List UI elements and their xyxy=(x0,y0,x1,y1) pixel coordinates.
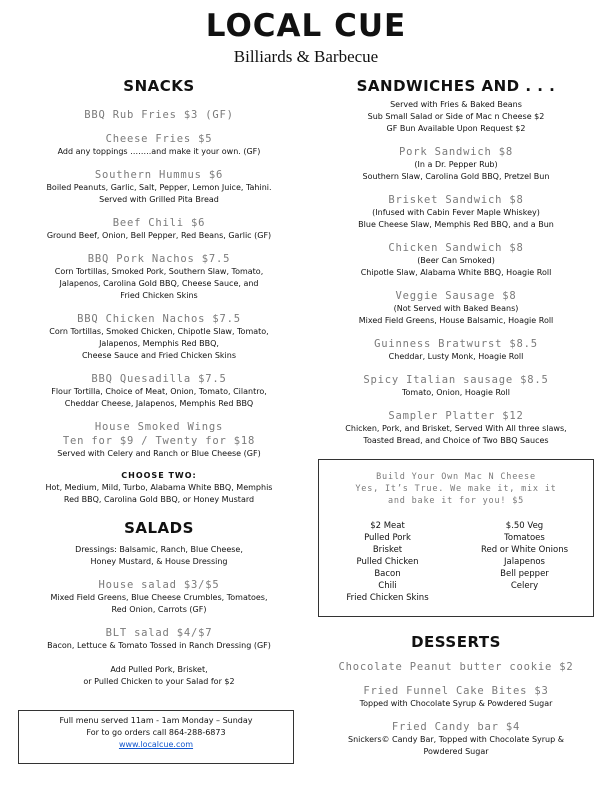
choose-two-label: CHOOSE TWO: xyxy=(121,471,197,480)
menu-item-description: Blue Cheese Slaw, Memphis Red BBQ, and a Bun xyxy=(358,220,554,229)
mac-title-line: and bake it for you! $5 xyxy=(387,496,525,506)
menu-item xyxy=(312,193,600,231)
menu-item-description: Southern Slaw, Carolina Gold BBQ, Pretzel Bun xyxy=(362,172,550,181)
menu-item-description: (In a Dr. Pepper Rub) xyxy=(414,160,498,169)
menu-item-name: Fried Funnel Cake Bites $3 xyxy=(363,685,549,697)
left-column xyxy=(18,76,300,688)
menu-item-description: Chipotle Slaw, Alabama White BBQ, Hoagie Roll xyxy=(360,268,552,277)
sandwiches-intro xyxy=(312,99,600,135)
menu-item-description: Flour Tortilla, Choice of Meat, Onion, Tomato, Cilantro, xyxy=(51,387,267,396)
menu-item-description: Fried Chicken Skins xyxy=(120,291,198,300)
menu-item-name: BLT salad $4/$7 xyxy=(105,627,213,639)
menu-item-name: House Smoked Wings xyxy=(94,421,224,433)
menu-item-name: Beef Chili $6 xyxy=(112,217,206,229)
menu-item-description: Corn Tortillas, Smoked Pork, Southern Slaw, Tomato, xyxy=(54,267,264,276)
website-link[interactable]: www.localcue.com xyxy=(118,740,194,749)
menu-item-name: Chocolate Peanut butter cookie $2 xyxy=(338,661,574,673)
intro-line: Sub Small Salad or Side of Mac n Cheese $2 xyxy=(367,112,545,121)
option-header: $2 Meat xyxy=(370,521,405,531)
option-item: Jalapenos xyxy=(504,557,545,567)
menu-item-name: BBQ Quesadilla $7.5 xyxy=(91,373,227,385)
menu-item-name: House salad $3/$5 xyxy=(98,579,220,591)
menu-item-name: Brisket Sandwich $8 xyxy=(388,194,524,206)
desserts-list xyxy=(312,660,600,758)
menu-item-description: Snickers© Candy Bar, Topped with Chocolate Syrup & xyxy=(348,735,564,744)
mac-n-cheese-title xyxy=(319,471,593,507)
right-column xyxy=(312,76,600,447)
hours-text: Full menu served 11am - 1am Monday – Sunday xyxy=(59,716,253,725)
menu-item xyxy=(312,337,600,363)
menu-item-name: Pork Sandwich $8 xyxy=(399,146,513,158)
menu-item-description: (Not Served with Baked Beans) xyxy=(393,304,519,313)
veg-options xyxy=(456,520,593,604)
mac-n-cheese-box xyxy=(318,459,594,617)
menu-item-name: Southern Hummus $6 xyxy=(94,169,224,181)
menu-item xyxy=(18,132,300,158)
desserts-section xyxy=(312,632,600,758)
menu-item-name: Chicken Sandwich $8 xyxy=(388,242,524,254)
menu-item-name: Guinness Bratwurst $8.5 xyxy=(374,338,538,350)
menu-item-description: Red Onion, Carrots (GF) xyxy=(111,605,207,614)
dressing-line: Dressings: Balsamic, Ranch, Blue Cheese, xyxy=(75,545,243,554)
salad-addon xyxy=(18,664,300,688)
option-item: Bacon xyxy=(374,569,401,579)
menu-item-description: Jalapenos, Memphis Red BBQ, xyxy=(99,339,219,348)
menu-item-description: Toasted Bread, and Choice of Two BBQ Sauces xyxy=(363,436,549,445)
option-item: Red or White Onions xyxy=(480,545,569,555)
sandwiches-heading: SANDWICHES AND . . . xyxy=(356,77,556,95)
sauce-line: Red BBQ, Carolina Gold BBQ, or Honey Mustard xyxy=(63,495,255,504)
snacks-list xyxy=(18,108,300,460)
meat-options xyxy=(319,520,456,604)
mac-title-line: Yes, It’s True. We make it, mix it xyxy=(355,484,557,494)
menu-item-description: Chicken, Pork, and Brisket, Served With All three slaws, xyxy=(345,424,567,433)
mac-options xyxy=(319,520,593,604)
menu-info-box xyxy=(18,710,294,764)
menu-item-description: Corn Tortillas, Smoked Chicken, Chipotle Slaw, Tomato, xyxy=(49,327,269,336)
menu-item-description: Cheddar, Lusty Monk, Hoagie Roll xyxy=(388,352,524,361)
salads-list xyxy=(18,578,300,652)
menu-item xyxy=(312,373,600,399)
menu-item xyxy=(312,241,600,279)
menu-item xyxy=(312,145,600,183)
menu-item-description: Powdered Sugar xyxy=(423,747,489,756)
menu-item-description: Mixed Field Greens, Blue Cheese Crumbles, Tomatoes, xyxy=(50,593,268,602)
menu-item-name: Fried Candy bar $4 xyxy=(391,721,521,733)
menu-item xyxy=(18,216,300,242)
dressing-line: Honey Mustard, & House Dressing xyxy=(90,557,228,566)
phone-text: For to go orders call 864-288-6873 xyxy=(86,728,226,737)
option-item: Pulled Pork xyxy=(364,533,411,543)
menu-item-description: Ground Beef, Onion, Bell Pepper, Red Beans, Garlic (GF) xyxy=(46,231,272,240)
menu-item-name: Spicy Italian sausage $8.5 xyxy=(363,374,549,386)
menu-item-name: BBQ Pork Nachos $7.5 xyxy=(87,253,231,265)
menu-item xyxy=(312,684,600,710)
menu-item xyxy=(312,289,600,327)
menu-header xyxy=(0,8,612,68)
menu-item-description: (Infused with Cabin Fever Maple Whiskey) xyxy=(372,208,540,217)
menu-item-description: Served with Celery and Ranch or Blue Cheese (GF) xyxy=(57,449,261,458)
menu-item-name: BBQ Rub Fries $3 (GF) xyxy=(84,109,234,121)
menu-item xyxy=(18,372,300,410)
menu-item-description: Tomato, Onion, Hoagie Roll xyxy=(402,388,510,397)
menu-item-description: (Beer Can Smoked) xyxy=(417,256,495,265)
option-header: $.50 Veg xyxy=(505,521,544,531)
sandwiches-list xyxy=(312,145,600,447)
salads-heading: SALADS xyxy=(124,519,194,537)
menu-item xyxy=(18,626,300,652)
menu-item-name: Veggie Sausage $8 xyxy=(395,290,517,302)
snacks-heading: SNACKS xyxy=(123,77,195,95)
menu-item xyxy=(18,252,300,302)
menu-item xyxy=(18,420,300,460)
menu-item-description: Boiled Peanuts, Garlic, Salt, Pepper, Lemon Juice, Tahini. xyxy=(46,183,272,192)
menu-item xyxy=(18,108,300,122)
menu-item xyxy=(18,578,300,616)
menu-item-description: Add any toppings ……..and make it your own. (GF) xyxy=(57,147,261,156)
menu-item xyxy=(312,409,600,447)
menu-item-description: Topped with Chocolate Syrup & Powdered Sugar xyxy=(359,699,553,708)
option-item: Chili xyxy=(378,581,397,591)
option-item: Pulled Chicken xyxy=(356,557,419,567)
menu-item xyxy=(18,312,300,362)
menu-item xyxy=(312,720,600,758)
option-item: Fried Chicken Skins xyxy=(346,593,429,603)
menu-item xyxy=(312,660,600,674)
desserts-heading: DESSERTS xyxy=(411,633,501,651)
menu-item-description: Served with Grilled Pita Bread xyxy=(99,195,219,204)
menu-item-description: Jalapenos, Carolina Gold BBQ, Cheese Sauce, and xyxy=(59,279,259,288)
mac-title-line: Build Your Own Mac N Cheese xyxy=(376,472,536,482)
intro-line: GF Bun Available Upon Request $2 xyxy=(386,124,526,133)
sauce-choice xyxy=(18,470,300,506)
menu-item-price: Ten for $9 / Twenty for $18 xyxy=(62,435,256,447)
addon-line: Add Pulled Pork, Brisket, xyxy=(110,665,208,674)
addon-line: or Pulled Chicken to your Salad for $2 xyxy=(83,677,235,686)
sauce-line: Hot, Medium, Mild, Turbo, Alabama White BBQ, Memphis xyxy=(45,483,273,492)
menu-item xyxy=(18,168,300,206)
option-item: Bell pepper xyxy=(500,569,549,579)
dressing-options xyxy=(18,544,300,568)
option-item: Celery xyxy=(510,581,539,591)
menu-item-description: Cheddar Cheese, Jalapenos, Memphis Red BBQ xyxy=(64,399,254,408)
option-item: Brisket xyxy=(372,545,403,555)
menu-item-description: Bacon, Lettuce & Tomato Tossed in Ranch Dressing (GF) xyxy=(47,641,271,650)
option-item: Tomatoes xyxy=(504,533,545,543)
menu-item-description: Mixed Field Greens, House Balsamic, Hoagie Roll xyxy=(358,316,554,325)
menu-item-name: BBQ Chicken Nachos $7.5 xyxy=(77,313,241,325)
menu-item-description: Cheese Sauce and Fried Chicken Skins xyxy=(81,351,237,360)
restaurant-name: LOCAL CUE xyxy=(205,8,407,44)
intro-line: Served with Fries & Baked Beans xyxy=(390,100,522,109)
menu-item-name: Cheese Fries $5 xyxy=(105,133,213,145)
restaurant-tagline: Billiards & Barbecue xyxy=(233,47,379,66)
menu-item-name: Sampler Platter $12 xyxy=(388,410,524,422)
